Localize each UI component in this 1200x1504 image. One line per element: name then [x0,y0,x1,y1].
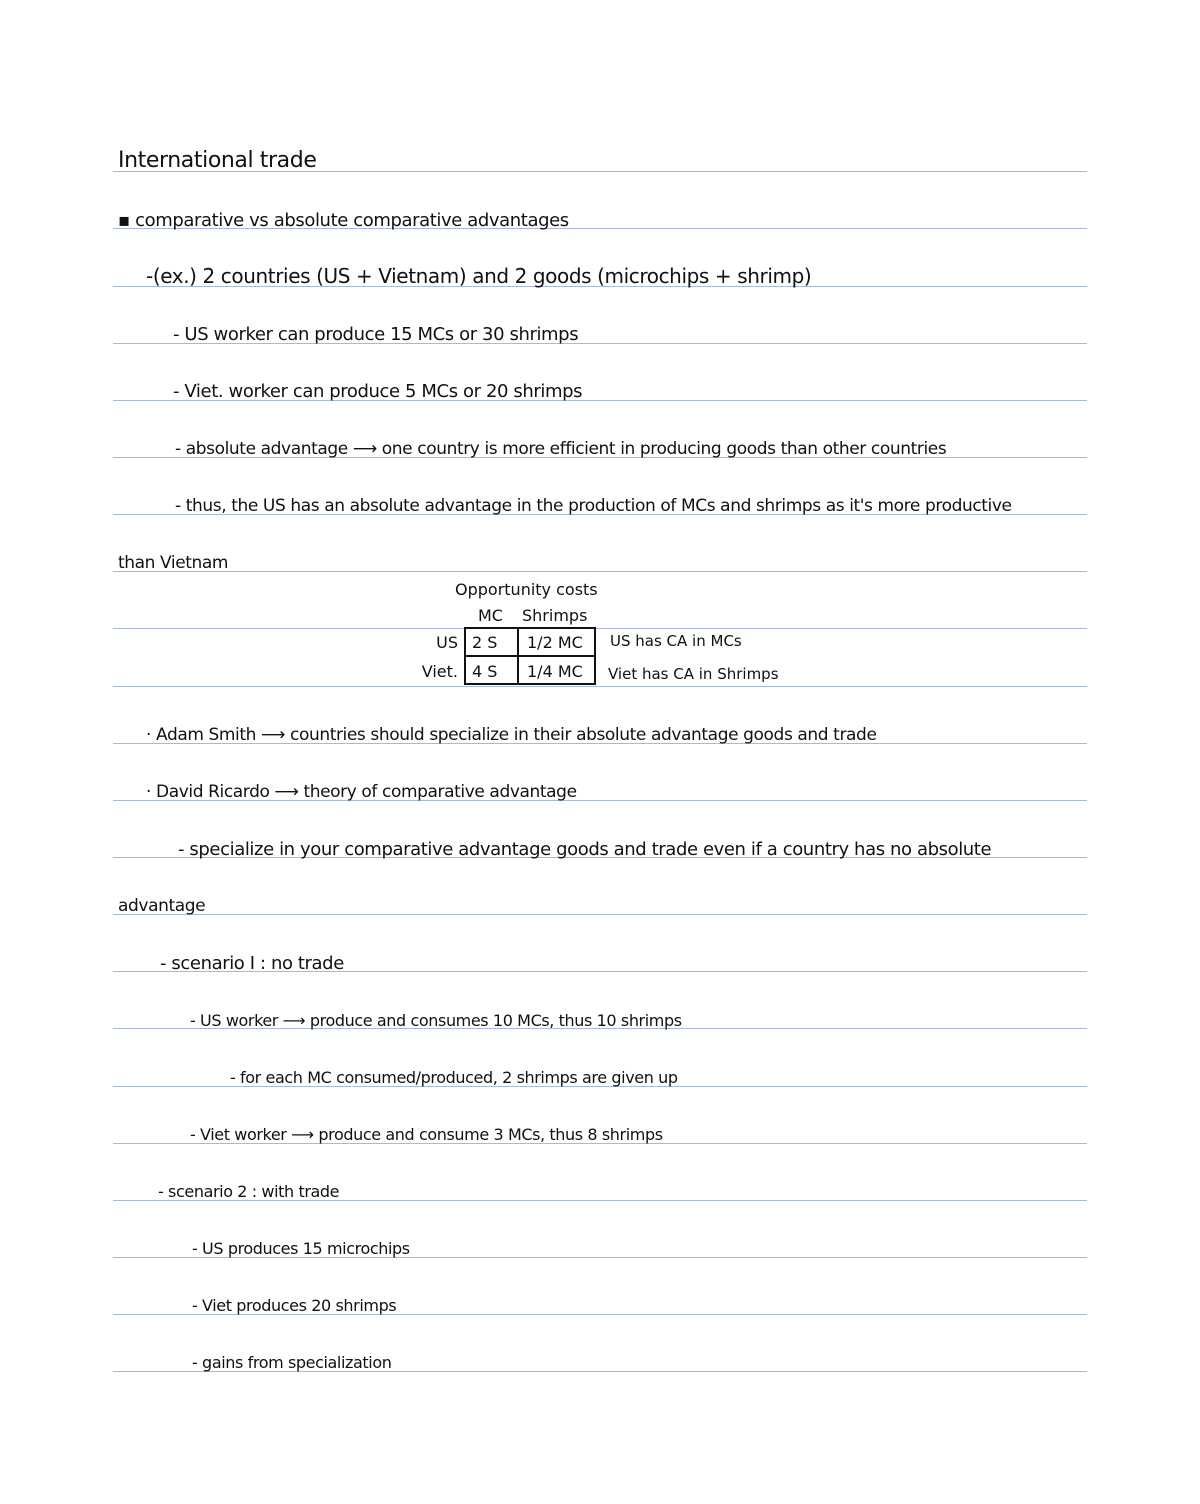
ruled-line [113,686,1087,687]
note-line: - thus, the US has an absolute advantage in the production of MCs and shrimps as it's more productive [175,496,1012,516]
ruled-line [113,914,1087,915]
note-line: · David Ricardo ⟶ theory of comparative advantage [146,782,577,802]
table-cell: 2 S [472,633,498,652]
note-line: - US worker can produce 15 MCs or 30 shrimps [173,324,579,345]
ruled-line [113,628,1087,629]
note-line: - absolute advantage ⟶ one country is more efficient in producing goods than other countries [175,439,947,459]
table-annotation: Viet has CA in Shrimps [608,665,779,683]
note-line: - gains from specialization [192,1353,392,1372]
note-line: ▪ comparative vs absolute comparative advantages [118,210,569,231]
page-title: International trade [118,148,317,173]
table-header-mc: MC [478,606,503,625]
note-line: - specialize in your comparative advantage goods and trade even if a country has no absolute [178,839,992,860]
ruled-line [113,571,1087,572]
note-line: - US worker ⟶ produce and consumes 10 MCs, thus 10 shrimps [190,1011,682,1030]
note-line: advantage [118,896,206,916]
note-line: - US produces 15 microchips [192,1239,410,1258]
note-line: · Adam Smith ⟶ countries should specialize in their absolute advantage goods and trade [146,725,877,745]
table-divider [464,655,596,657]
table-cell: 1/4 MC [527,662,583,681]
note-line: - scenario I : no trade [160,953,344,974]
table-header-shrimps: Shrimps [522,606,588,625]
note-line: - scenario 2 : with trade [158,1182,340,1201]
table-title: Opportunity costs [455,580,598,599]
note-line: - Viet worker ⟶ produce and consume 3 MCs, thus 8 shrimps [190,1125,663,1144]
table-cell: 1/2 MC [527,633,583,652]
note-line: -(ex.) 2 countries (US + Vietnam) and 2 goods (microchips + shrimp) [146,264,812,288]
table-cell: 4 S [472,662,498,681]
note-line: than Vietnam [118,553,229,573]
table-row-label: US [436,633,458,652]
note-line: - Viet produces 20 shrimps [192,1296,397,1315]
table-annotation: US has CA in MCs [610,632,742,650]
note-line: - Viet. worker can produce 5 MCs or 20 shrimps [173,381,583,402]
note-line: - for each MC consumed/produced, 2 shrimps are given up [230,1068,678,1087]
table-row-label: Viet. [421,662,458,681]
